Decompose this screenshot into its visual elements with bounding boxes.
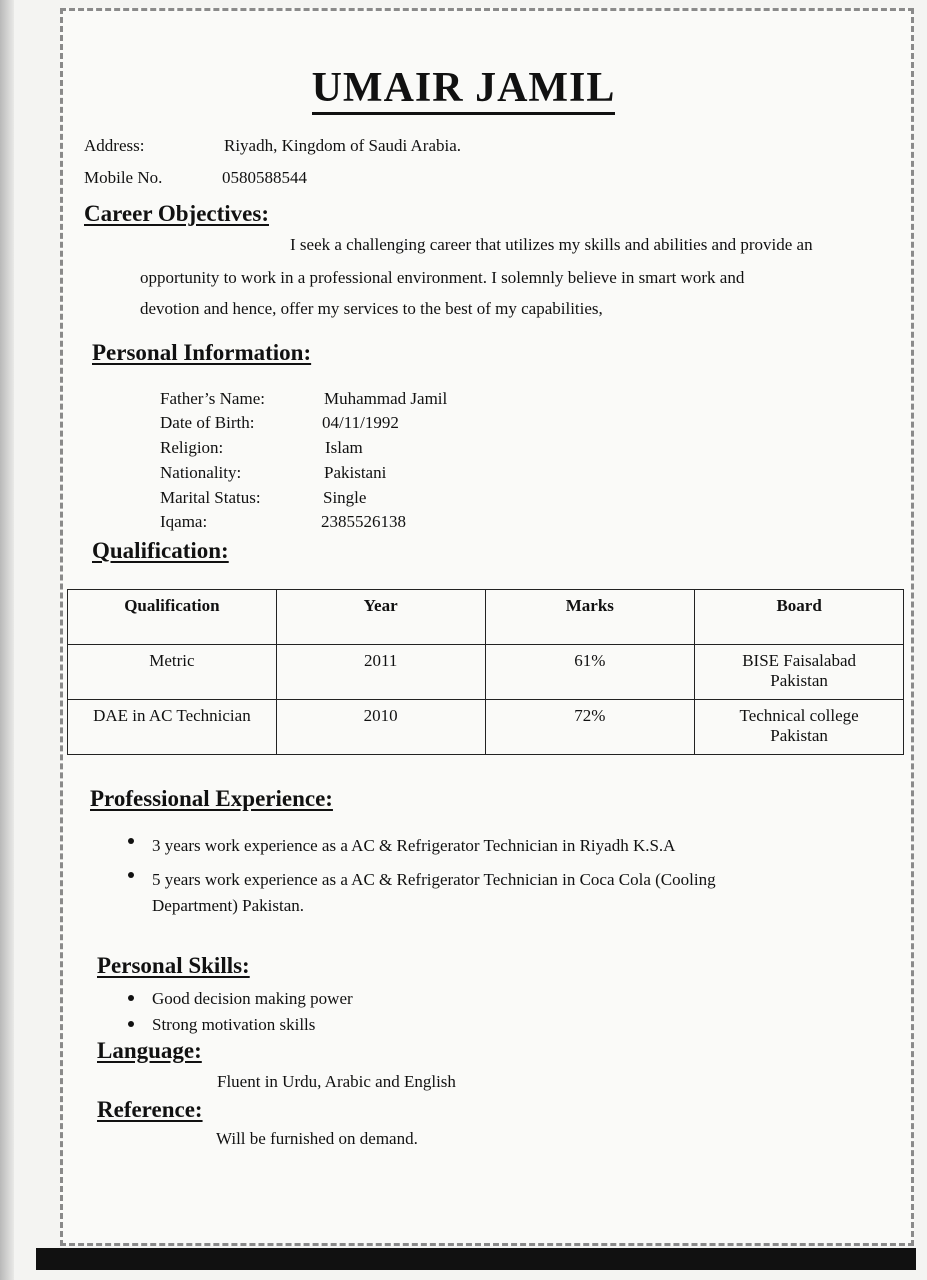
reference-text: Will be furnished on demand.	[216, 1129, 418, 1148]
professional-experience-heading: Professional Experience:	[90, 786, 333, 811]
cell-qualification: Metric	[68, 645, 277, 700]
address-value: Riyadh, Kingdom of Saudi Arabia.	[224, 136, 462, 155]
list-item: Good decision making power	[122, 986, 353, 1012]
board-line-2: Pakistan	[770, 671, 828, 690]
board-line-2: Pakistan	[770, 726, 828, 745]
cell-board	[695, 645, 904, 700]
career-line-1: I seek a challenging career that utilizes my skills and abilities and provide an	[290, 235, 813, 254]
column-header-qualification: Qualification	[68, 590, 277, 645]
list-item: 3 years work experience as a AC & Refrigerator Technician in Riyadh K.S.A	[122, 829, 716, 863]
list-item: 5 years work experience as a AC & Refrigerator Technician in Coca Cola (Cooling	[122, 863, 716, 897]
cell-marks: 72%	[485, 700, 695, 755]
qualification-table	[67, 589, 904, 755]
experience-list	[122, 829, 716, 897]
personal-information-heading: Personal Information:	[92, 340, 312, 365]
experience-item-2-continuation: Department) Pakistan.	[152, 896, 305, 915]
father-name-value: Muhammad Jamil	[324, 389, 448, 408]
mobile-value: 0580588544	[222, 168, 307, 187]
father-name-label: Father’s Name:	[160, 389, 265, 408]
career-line-2: opportunity to work in a professional environment. I solemnly believe in smart work and	[140, 268, 745, 287]
scan-edge	[0, 0, 14, 1280]
qualification-heading: Qualification:	[92, 538, 229, 563]
resume-name-text: UMAIR JAMIL	[312, 65, 616, 115]
address-label: Address:	[84, 136, 145, 155]
iqama-value: 2385526138	[321, 512, 406, 531]
scan-bottom-bar	[36, 1248, 916, 1270]
mobile-label: Mobile No.	[84, 168, 163, 187]
cell-marks: 61%	[485, 645, 695, 700]
language-text: Fluent in Urdu, Arabic and English	[217, 1072, 456, 1091]
cell-year: 2010	[276, 700, 485, 755]
resume-name	[0, 64, 927, 112]
table-row	[68, 700, 904, 755]
board-line-1: Technical college	[739, 706, 859, 725]
cell-qualification: DAE in AC Technician	[68, 700, 277, 755]
personal-skills-heading: Personal Skills:	[97, 953, 250, 978]
iqama-label: Iqama:	[160, 512, 208, 531]
career-objectives-heading: Career Objectives:	[84, 201, 269, 226]
language-heading: Language:	[97, 1038, 202, 1063]
nationality-label: Nationality:	[160, 463, 242, 482]
cell-board	[695, 700, 904, 755]
column-header-marks: Marks	[485, 590, 695, 645]
column-header-board: Board	[695, 590, 904, 645]
cell-year: 2011	[276, 645, 485, 700]
nationality-value: Pakistani	[324, 463, 387, 482]
table-header-row	[68, 590, 904, 645]
skills-list	[122, 986, 353, 1038]
career-line-3: devotion and hence, offer my services to the best of my capabilities,	[140, 299, 603, 318]
religion-label: Religion:	[160, 438, 224, 457]
dob-value: 04/11/1992	[322, 413, 399, 432]
marital-status-label: Marital Status:	[160, 488, 261, 507]
reference-heading: Reference:	[97, 1097, 203, 1122]
religion-value: Islam	[325, 438, 363, 457]
list-item: Strong motivation skills	[122, 1012, 353, 1038]
board-line-1: BISE Faisalabad	[742, 651, 856, 670]
marital-status-value: Single	[323, 488, 367, 507]
column-header-year: Year	[276, 590, 485, 645]
table-row	[68, 645, 904, 700]
dob-label: Date of Birth:	[160, 413, 255, 432]
